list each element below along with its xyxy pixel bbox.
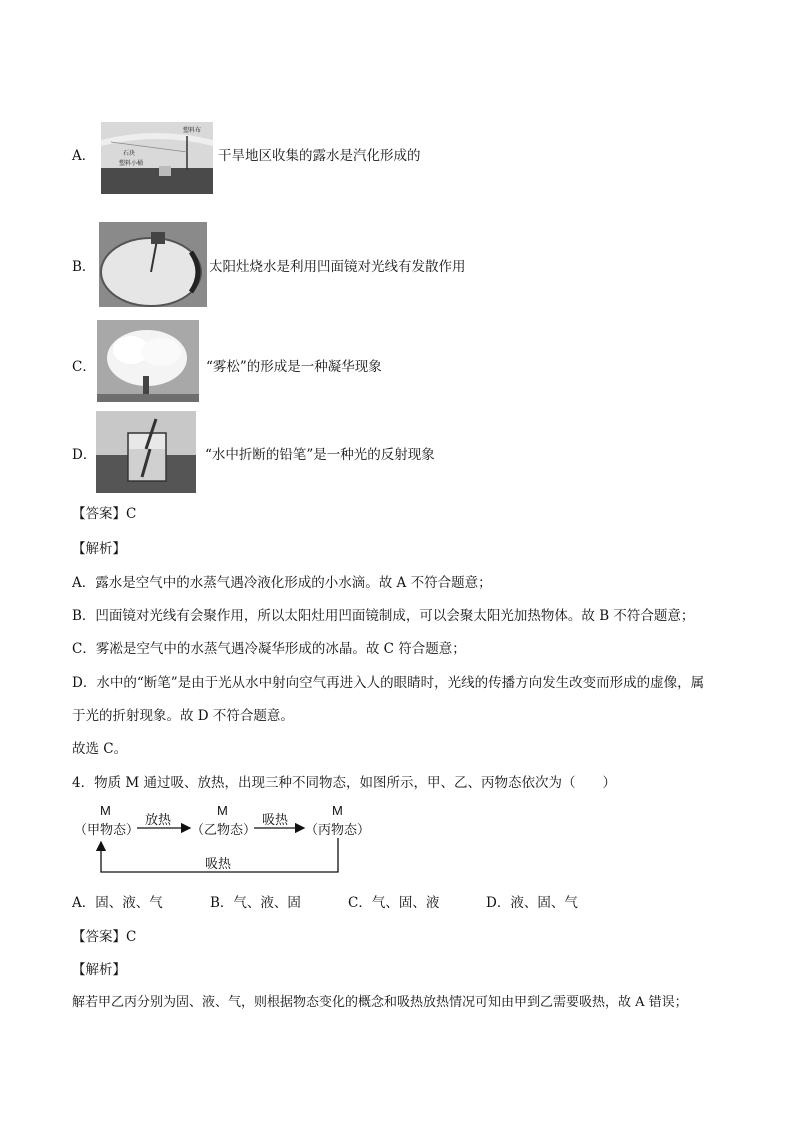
q3-analysis-line: A．露水是空气中的水蒸气遇冷液化形成的小水滴。故 A 不符合题意； <box>72 575 492 591</box>
q4-choice-b: B．气、液、固 <box>210 895 301 911</box>
q4-analysis-heading: 【解析】 <box>72 962 126 978</box>
option-b-text: 太阳灶烧水是利用凹面镜对光线有发散作用 <box>209 259 466 275</box>
arrow-3 <box>101 838 338 872</box>
q3-analysis-line: C．雾凇是空气中的水蒸气遇冷凝华形成的冰晶。故 C 符合题意； <box>72 641 466 657</box>
option-b-label: B． <box>72 259 96 275</box>
state-3-m: M <box>332 803 343 818</box>
arrow-2-label: 吸热 <box>262 812 289 827</box>
photo-a-label-bucket: 塑料小桶 <box>119 160 144 167</box>
q3-answer: 【答案】C <box>72 506 137 522</box>
q4-stem: 4．物质 M 通过吸、放热，出现三种不同物态，如图所示，甲、乙、丙物态依次为（ ） <box>72 775 616 791</box>
option-d-label: D． <box>72 447 97 463</box>
arrow-1-label: 放热 <box>145 812 172 827</box>
arrow-3-label: 吸热 <box>205 856 232 871</box>
q3-conclusion: 故选 C。 <box>72 741 128 757</box>
q3-analysis-heading: 【解析】 <box>72 541 126 557</box>
q4-analysis-text: 解若甲乙丙分别为固、液、气，则根据物态变化的概念和吸热放热情况可知由甲到乙需要吸热，故 A 错误； <box>72 995 688 1010</box>
state-1-m: M <box>100 803 111 818</box>
state-2-name: （乙物态） <box>191 822 257 837</box>
q4-choice-c: C．气、固、液 <box>348 895 440 911</box>
q3-analysis-line: B．凹面镜对光线有会聚作用，所以太阳灶用凹面镜制成，可以会聚太阳光加热物体。故 B 不符合题意； <box>72 608 695 624</box>
state-2-m: M <box>217 803 228 818</box>
photo-a-label-stone: 石块 <box>123 150 136 157</box>
q3-analysis-line: D．水中的“断笔”是由于光从水中射向空气再进入人的眼睛时，光线的传播方向发生改变而形成的虚像，属 <box>72 675 705 691</box>
q4-answer: 【答案】C <box>72 929 137 945</box>
q3-analysis-line: 于光的折射现象。故 D 不符合题意。 <box>72 708 294 724</box>
state-3-name: （丙物态） <box>305 822 371 837</box>
q4-choice-d: D．液、固、气 <box>486 895 578 911</box>
photo-a-label-plastic: 塑料布 <box>183 127 202 134</box>
q4-choice-a: A．固、液、气 <box>72 895 163 911</box>
option-a-text: 干旱地区收集的露水是汽化形成的 <box>218 148 421 164</box>
option-c-label: C． <box>72 359 96 375</box>
option-c-text: “雾松”的形成是一种凝华现象 <box>206 359 382 375</box>
option-d-text: “水中折断的铅笔”是一种光的反射现象 <box>205 447 435 463</box>
option-a-label: A． <box>72 148 96 164</box>
state-1-name: （甲物态） <box>74 822 140 837</box>
